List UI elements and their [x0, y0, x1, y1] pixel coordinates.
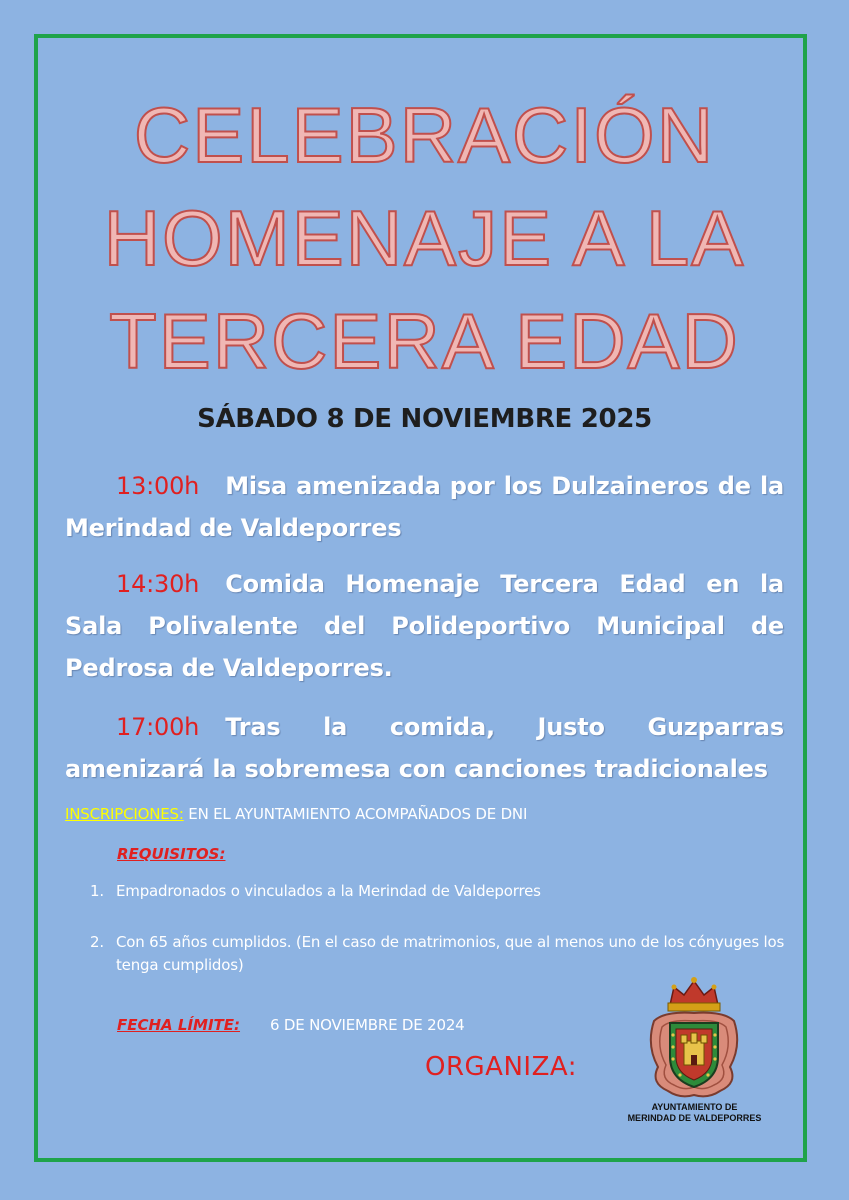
event-description: Tras la comida, Justo Guzparras amenizará la sobremesa con canciones tradicionales: [65, 713, 784, 783]
event-description: Misa amenizada por los Dulzaineros de la Merindad de Valdeporres: [65, 472, 784, 542]
event-time: 13:00h: [116, 472, 200, 500]
title-line-2: HOMENAJE A LA: [103, 194, 746, 282]
requirement-item: [90, 931, 790, 977]
requirements-label: REQUISITOS:: [117, 845, 226, 863]
requirement-text: Empadronados o vinculados a la Merindad de Valdeporres: [116, 882, 541, 900]
organizer-label: ORGANIZA:: [425, 1052, 577, 1082]
title-line-1: CELEBRACIÓN: [133, 91, 716, 179]
registration-label: INSCRIPCIONES:: [65, 805, 184, 823]
deadline-value: 6 DE NOVIEMBRE DE 2024: [270, 1016, 465, 1034]
organizer-line-1: AYUNTAMIENTO DE: [651, 1102, 738, 1112]
requirement-number: 1.: [90, 882, 104, 900]
title-line-3: TERCERA EDAD: [109, 297, 740, 385]
event-description: Comida Homenaje Tercera Edad en la Sala Polivalente del Polideportivo Municipal de Pedrosa de Valdeporres.: [65, 570, 784, 682]
event-item-music: [65, 706, 784, 790]
requirement-text: Con 65 años cumplidos. (En el caso de matrimonios, que al menos uno de los cónyuges los tenga cumplidos): [116, 933, 785, 974]
registration-text: EN EL AYUNTAMIENTO ACOMPAÑADOS DE DNI: [183, 805, 528, 823]
organizer-name: [612, 1102, 777, 1124]
event-date: SÁBADO 8 DE NOVIEMBRE 2025: [197, 404, 652, 434]
requirement-item: [90, 880, 790, 903]
deadline: [117, 1016, 465, 1034]
requirement-number: 2.: [90, 933, 104, 951]
registration-info: [65, 805, 527, 823]
organizer-line-2: MERINDAD DE VALDEPORRES: [627, 1113, 762, 1123]
event-time: 17:00h: [116, 713, 200, 741]
coat-of-arms-icon: [640, 975, 748, 1101]
event-item-mass: [65, 465, 784, 549]
event-time: 14:30h: [116, 570, 200, 598]
deadline-label: FECHA LÍMITE:: [117, 1016, 241, 1034]
poster-title: [34, 84, 815, 393]
event-item-lunch: [65, 563, 784, 689]
